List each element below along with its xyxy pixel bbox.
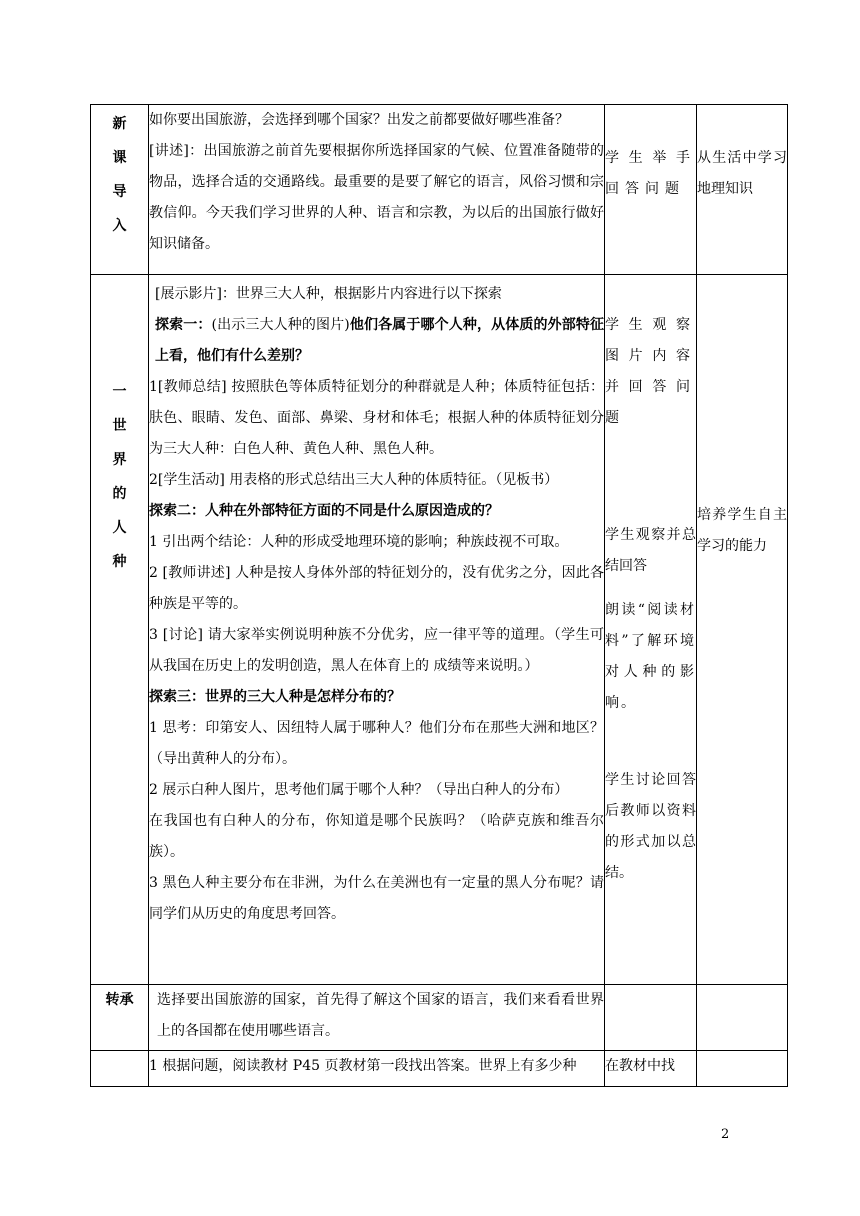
intro-purpose — [697, 105, 788, 275]
language-content: 1 根据问题，阅读教材 P45 页教材第一段找出答案。世界上有多少种 — [149, 1051, 605, 1087]
row-transition — [91, 985, 788, 1051]
race-think: 1 思考：印第安人、因纽特人属于哪种人？他们分布在那些大洲和地区？（导出黄种人的分布）。 — [149, 720, 604, 767]
race-content — [149, 275, 605, 985]
transition-purpose — [697, 985, 788, 1051]
section-char: 新 — [112, 116, 127, 132]
lesson-plan-table — [90, 104, 788, 1087]
section-char: 的 — [112, 486, 127, 502]
section-intro — [91, 105, 149, 275]
section-char: 课 — [112, 150, 127, 166]
race-student-1: 学生观察图片内容并回答问题 — [605, 317, 696, 426]
section-transition: 转承 — [91, 985, 149, 1051]
section-char: 世 — [112, 418, 127, 434]
page-number: 2 — [721, 1127, 730, 1142]
transition-student — [605, 985, 697, 1051]
section-char: 导 — [112, 184, 127, 200]
race-film: [展示影片]：世界三大人种，根据影片内容进行以下探索 — [155, 286, 502, 302]
section-char: 入 — [112, 218, 127, 234]
race-explore-three: 探索三：世界的三大人种是怎样分布的？ — [149, 689, 401, 705]
section-char: 界 — [112, 452, 127, 468]
section-race — [91, 275, 149, 985]
race-explore-two: 探索二：人种在外部特征方面的不同是什么原因造成的？ — [149, 503, 499, 519]
race-discussion: 3 [讨论] 请大家举实例说明种族不分优劣，应一律平等的道理。（学生可从我国在历史上的发明创造，黑人在体育上的 成绩等来说明。） — [149, 627, 604, 674]
transition-content: 选择要出国旅游的国家，首先得了解这个国家的语言，我们来看看世界上的各国都在使用哪些语言。 — [149, 985, 605, 1051]
section-char: 人 — [112, 520, 127, 536]
race-teacher-lecture: 2 [教师讲述] 人种是按人身体外部的特征划分的，没有优劣之分，因此各种族是平等的。 — [149, 565, 604, 612]
intro-student-activity — [605, 105, 697, 275]
race-student-2: 学生观察并总结回答 — [605, 527, 696, 574]
race-student-activity-col — [605, 275, 697, 985]
language-purpose — [697, 1051, 788, 1087]
row-race — [91, 275, 788, 985]
intro-question: 如你要出国旅游，会选择到哪个国家？出发之前都要做好哪些准备？ — [149, 112, 569, 128]
race-china-white: 在我国也有白种人的分布，你知道是哪个民族吗？（哈萨克族和维吾尔族）。 — [149, 813, 604, 860]
language-student: 在教材中找 — [605, 1051, 697, 1087]
row-language — [91, 1051, 788, 1087]
race-student-4: 学生讨论回答后教师以资料的形式加以总结。 — [605, 772, 696, 881]
race-conclusion: 1 引出两个结论：人种的形成受地理环境的影响；种族歧视不可取。 — [149, 534, 569, 550]
section-char: 种 — [112, 554, 127, 570]
section-language — [91, 1051, 149, 1087]
intro-student-text: 学生举手回答问题 — [605, 150, 696, 197]
intro-lecture: [讲述]：出国旅游之前首先要根据你所选择国家的气候、位置准备随带的物品，选择合适的交通路线。最重要的是要了解它的语言，风俗习惯和宗教信仰。今天我们学习世界的人种、语言和宗教，为以后的出国旅行做好知识储备。 — [149, 143, 604, 252]
race-student-3: 朗读“阅读材料”了解环境对人种的影响。 — [605, 602, 696, 711]
race-teacher-summary: 1[教师总结] 按照肤色等体质特征划分的种群就是人种；体质特征包括：肤色、眼睛、发色、面部、鼻梁、身材和体毛；根据人种的体质特征划分为三大人种：白色人种、黄色人种、黑色人种。 — [149, 379, 604, 457]
race-purpose — [697, 275, 788, 985]
race-white-pictures: 2 展示白种人图片，思考他们属于哪个人种？（导出白种人的分布） — [149, 782, 569, 798]
intro-content — [149, 105, 605, 275]
race-student-activity: 2[学生活动] 用表格的形式总结出三大人种的体质特征。（见板书） — [149, 472, 559, 488]
section-char: 一 — [112, 384, 127, 400]
race-purpose-text: 培养学生自主学习的能力 — [697, 507, 787, 554]
race-explore-one: 探索一：(出示三大人种的图片)他们各属于哪个人种，从体质的外部特征上看，他们有什么差别？ — [155, 317, 605, 364]
row-intro — [91, 105, 788, 275]
race-black: 3 黑色人种主要分布在非洲，为什么在美洲也有一定量的黑人分布呢？请同学们从历史的角度思考回答。 — [149, 875, 604, 922]
intro-purpose-text: 从生活中学习地理知识 — [697, 150, 787, 197]
